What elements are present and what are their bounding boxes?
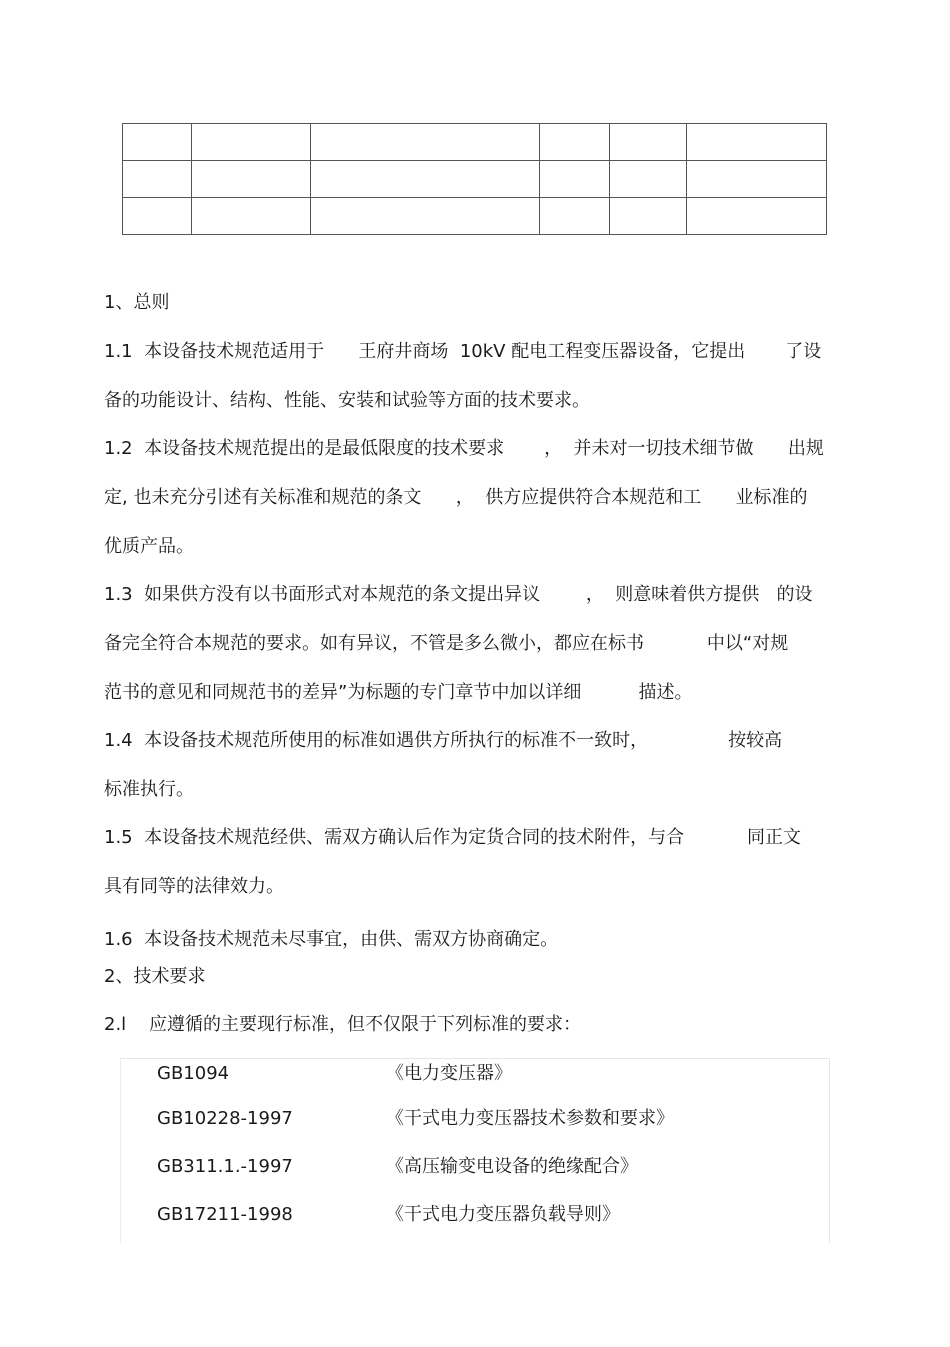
standard-name: 《干式电力变压器负载导则》 xyxy=(386,1204,620,1225)
clause-1-1-line-2: 备的功能设计、结构、性能、安装和试验等方面的技术要求。 xyxy=(104,390,590,411)
clause-1-4-line-1: 1.4 本设备技术规范所使用的标准如遇供方所执行的标准不一致时， 按较高 xyxy=(104,730,783,751)
standard-code: GB17211-1998 xyxy=(157,1204,293,1225)
header-table xyxy=(122,123,827,235)
standard-code: GB10228-1997 xyxy=(157,1108,293,1129)
clause-1-2-line-2: 定, 也未充分引述有关标准和规范的条文 ， 供方应提供符合本规范和工 业标准的 xyxy=(104,487,808,508)
clause-1-2-line-3: 优质产品。 xyxy=(104,536,194,557)
clause-1-3-line-2: 备完全符合本规范的要求。如有异议，不管是多么微小，都应在标书 中以“对规 xyxy=(104,633,789,654)
standard-name: 《高压输变电设备的绝缘配合》 xyxy=(386,1156,638,1177)
standard-name: 《电力变压器》 xyxy=(386,1063,512,1084)
clause-1-3-line-3: 范书的意见和同规范书的差异”为标题的专门章节中加以详细 描述。 xyxy=(104,682,693,703)
clause-1-3-line-1: 1.3 如果供方没有以书面形式对本规范的条文提出异议 ， 则意味着供方提供 的设 xyxy=(104,584,813,605)
clause-1-6: 1.6 本设备技术规范未尽事宜，由供、需双方协商确定。 xyxy=(104,929,559,950)
table-row xyxy=(123,124,827,161)
section-2-title: 2、技术要求 xyxy=(104,966,206,987)
section-1-title: 1、总则 xyxy=(104,292,170,313)
standard-name: 《干式电力变压器技术参数和要求》 xyxy=(386,1108,674,1129)
clause-1-5-line-1: 1.5 本设备技术规范经供、需双方确认后作为定货合同的技术附件，与合 同正文 xyxy=(104,827,802,848)
standard-code: GB311.1.-1997 xyxy=(157,1156,293,1177)
clause-1-1-line-1: 1.1 本设备技术规范适用于 王府井商场 10kV 配电工程变压器设备，它提出 了设 xyxy=(104,341,822,362)
clause-1-5-line-2: 具有同等的法律效力。 xyxy=(104,876,284,897)
clause-1-2-line-1: 1.2 本设备技术规范提出的是最低限度的技术要求 ， 并未对一切技术细节做 出规 xyxy=(104,438,824,459)
table-row xyxy=(123,161,827,198)
standard-code: GB1094 xyxy=(157,1063,230,1084)
table-row xyxy=(123,198,827,235)
clause-1-4-line-2: 标准执行。 xyxy=(104,779,194,800)
clause-2-1: 2.l 应遵循的主要现行标准，但不仅限于下列标准的要求： xyxy=(104,1014,582,1035)
